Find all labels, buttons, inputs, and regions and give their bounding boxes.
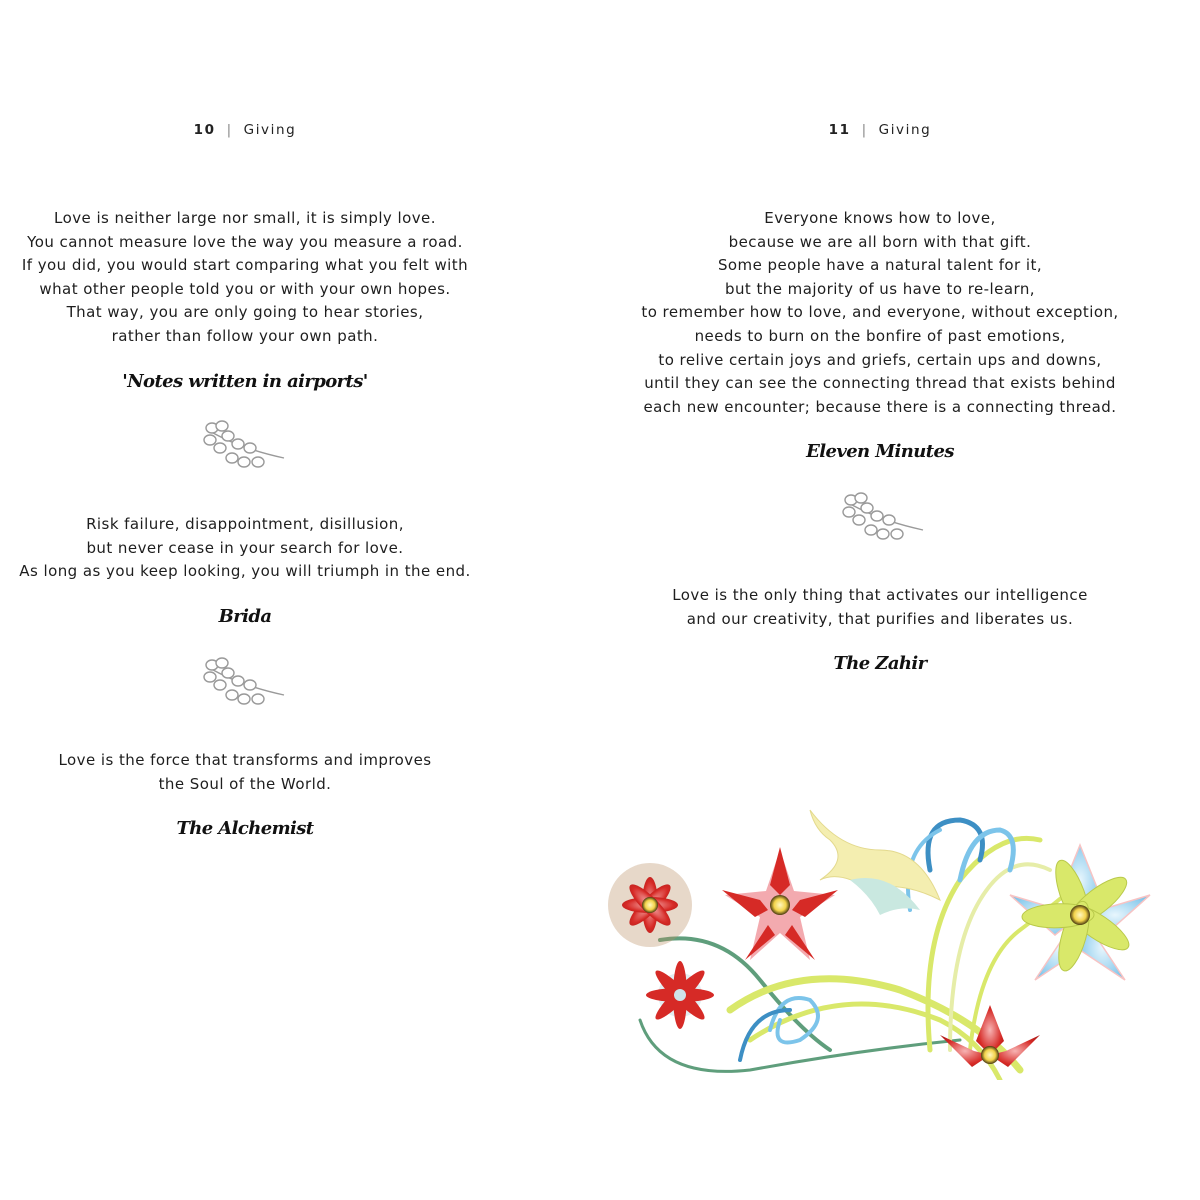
- quote-line: As long as you keep looking, you will triumph in the end.: [19, 562, 471, 581]
- quote-line: until they can see the connecting thread that exists behind: [644, 374, 1116, 393]
- quote-block: [615, 584, 1145, 631]
- quote-line: what other people told you or with your own hopes.: [39, 279, 451, 298]
- quote-source: Brida: [218, 606, 272, 627]
- quote-line: and our creativity, that purifies and liberates us.: [686, 609, 1074, 628]
- leaf-sprig-icon: [198, 418, 288, 478]
- quote-line: Risk failure, disappointment, disillusion,: [86, 515, 404, 533]
- quote-line: That way, you are only going to hear stories,: [66, 303, 424, 322]
- quote-line: rather than follow your own path.: [111, 326, 379, 345]
- floral-illustration: [600, 790, 1180, 1080]
- quote-line: Some people have a natural talent for it,: [717, 256, 1043, 275]
- leaf-sprig-icon: [837, 490, 927, 550]
- quote-block: [615, 207, 1145, 419]
- left-page: [0, 0, 490, 1200]
- quote-source: Eleven Minutes: [806, 441, 954, 462]
- section-title: Giving: [243, 122, 297, 138]
- quote-source: 'Notes written in airports': [122, 371, 368, 392]
- quote-line: to relive certain joys and griefs, certain ups and downs,: [658, 350, 1102, 369]
- quote-source: The Alchemist: [176, 818, 314, 839]
- quote-line: If you did, you would start comparing what you felt with: [21, 256, 469, 275]
- quote-line: You cannot measure love the way you measure a road.: [27, 232, 463, 251]
- quote-source: The Zahir: [833, 653, 927, 674]
- quote-block: [0, 207, 490, 349]
- quote-line: Everyone knows how to love,: [764, 209, 996, 227]
- page-number: 11: [828, 122, 851, 138]
- quote-block: [0, 513, 490, 584]
- quote-block: [0, 749, 490, 796]
- quote-line: but the majority of us have to re-learn,: [724, 279, 1036, 298]
- separator: |: [226, 122, 233, 138]
- quote-line: to remember how to love, and everyone, without exception,: [641, 303, 1119, 322]
- quote-line: because we are all born with that gift.: [728, 232, 1032, 251]
- quote-line: but never cease in your search for love.: [86, 538, 404, 557]
- running-head-left: [0, 122, 490, 138]
- page-number: 10: [193, 122, 216, 138]
- quote-line: Love is neither large nor small, it is simply love.: [54, 209, 436, 227]
- leaf-sprig-icon: [198, 655, 288, 715]
- quote-line: each new encounter; because there is a connecting thread.: [643, 397, 1117, 416]
- section-title: Giving: [878, 122, 932, 138]
- quote-line: the Soul of the World.: [158, 774, 332, 793]
- separator: |: [861, 122, 868, 138]
- running-head-right: [615, 122, 1145, 138]
- quote-line: Love is the only thing that activates our intelligence: [672, 586, 1088, 604]
- quote-line: needs to burn on the bonfire of past emotions,: [694, 326, 1066, 345]
- quote-line: Love is the force that transforms and improves: [58, 751, 432, 769]
